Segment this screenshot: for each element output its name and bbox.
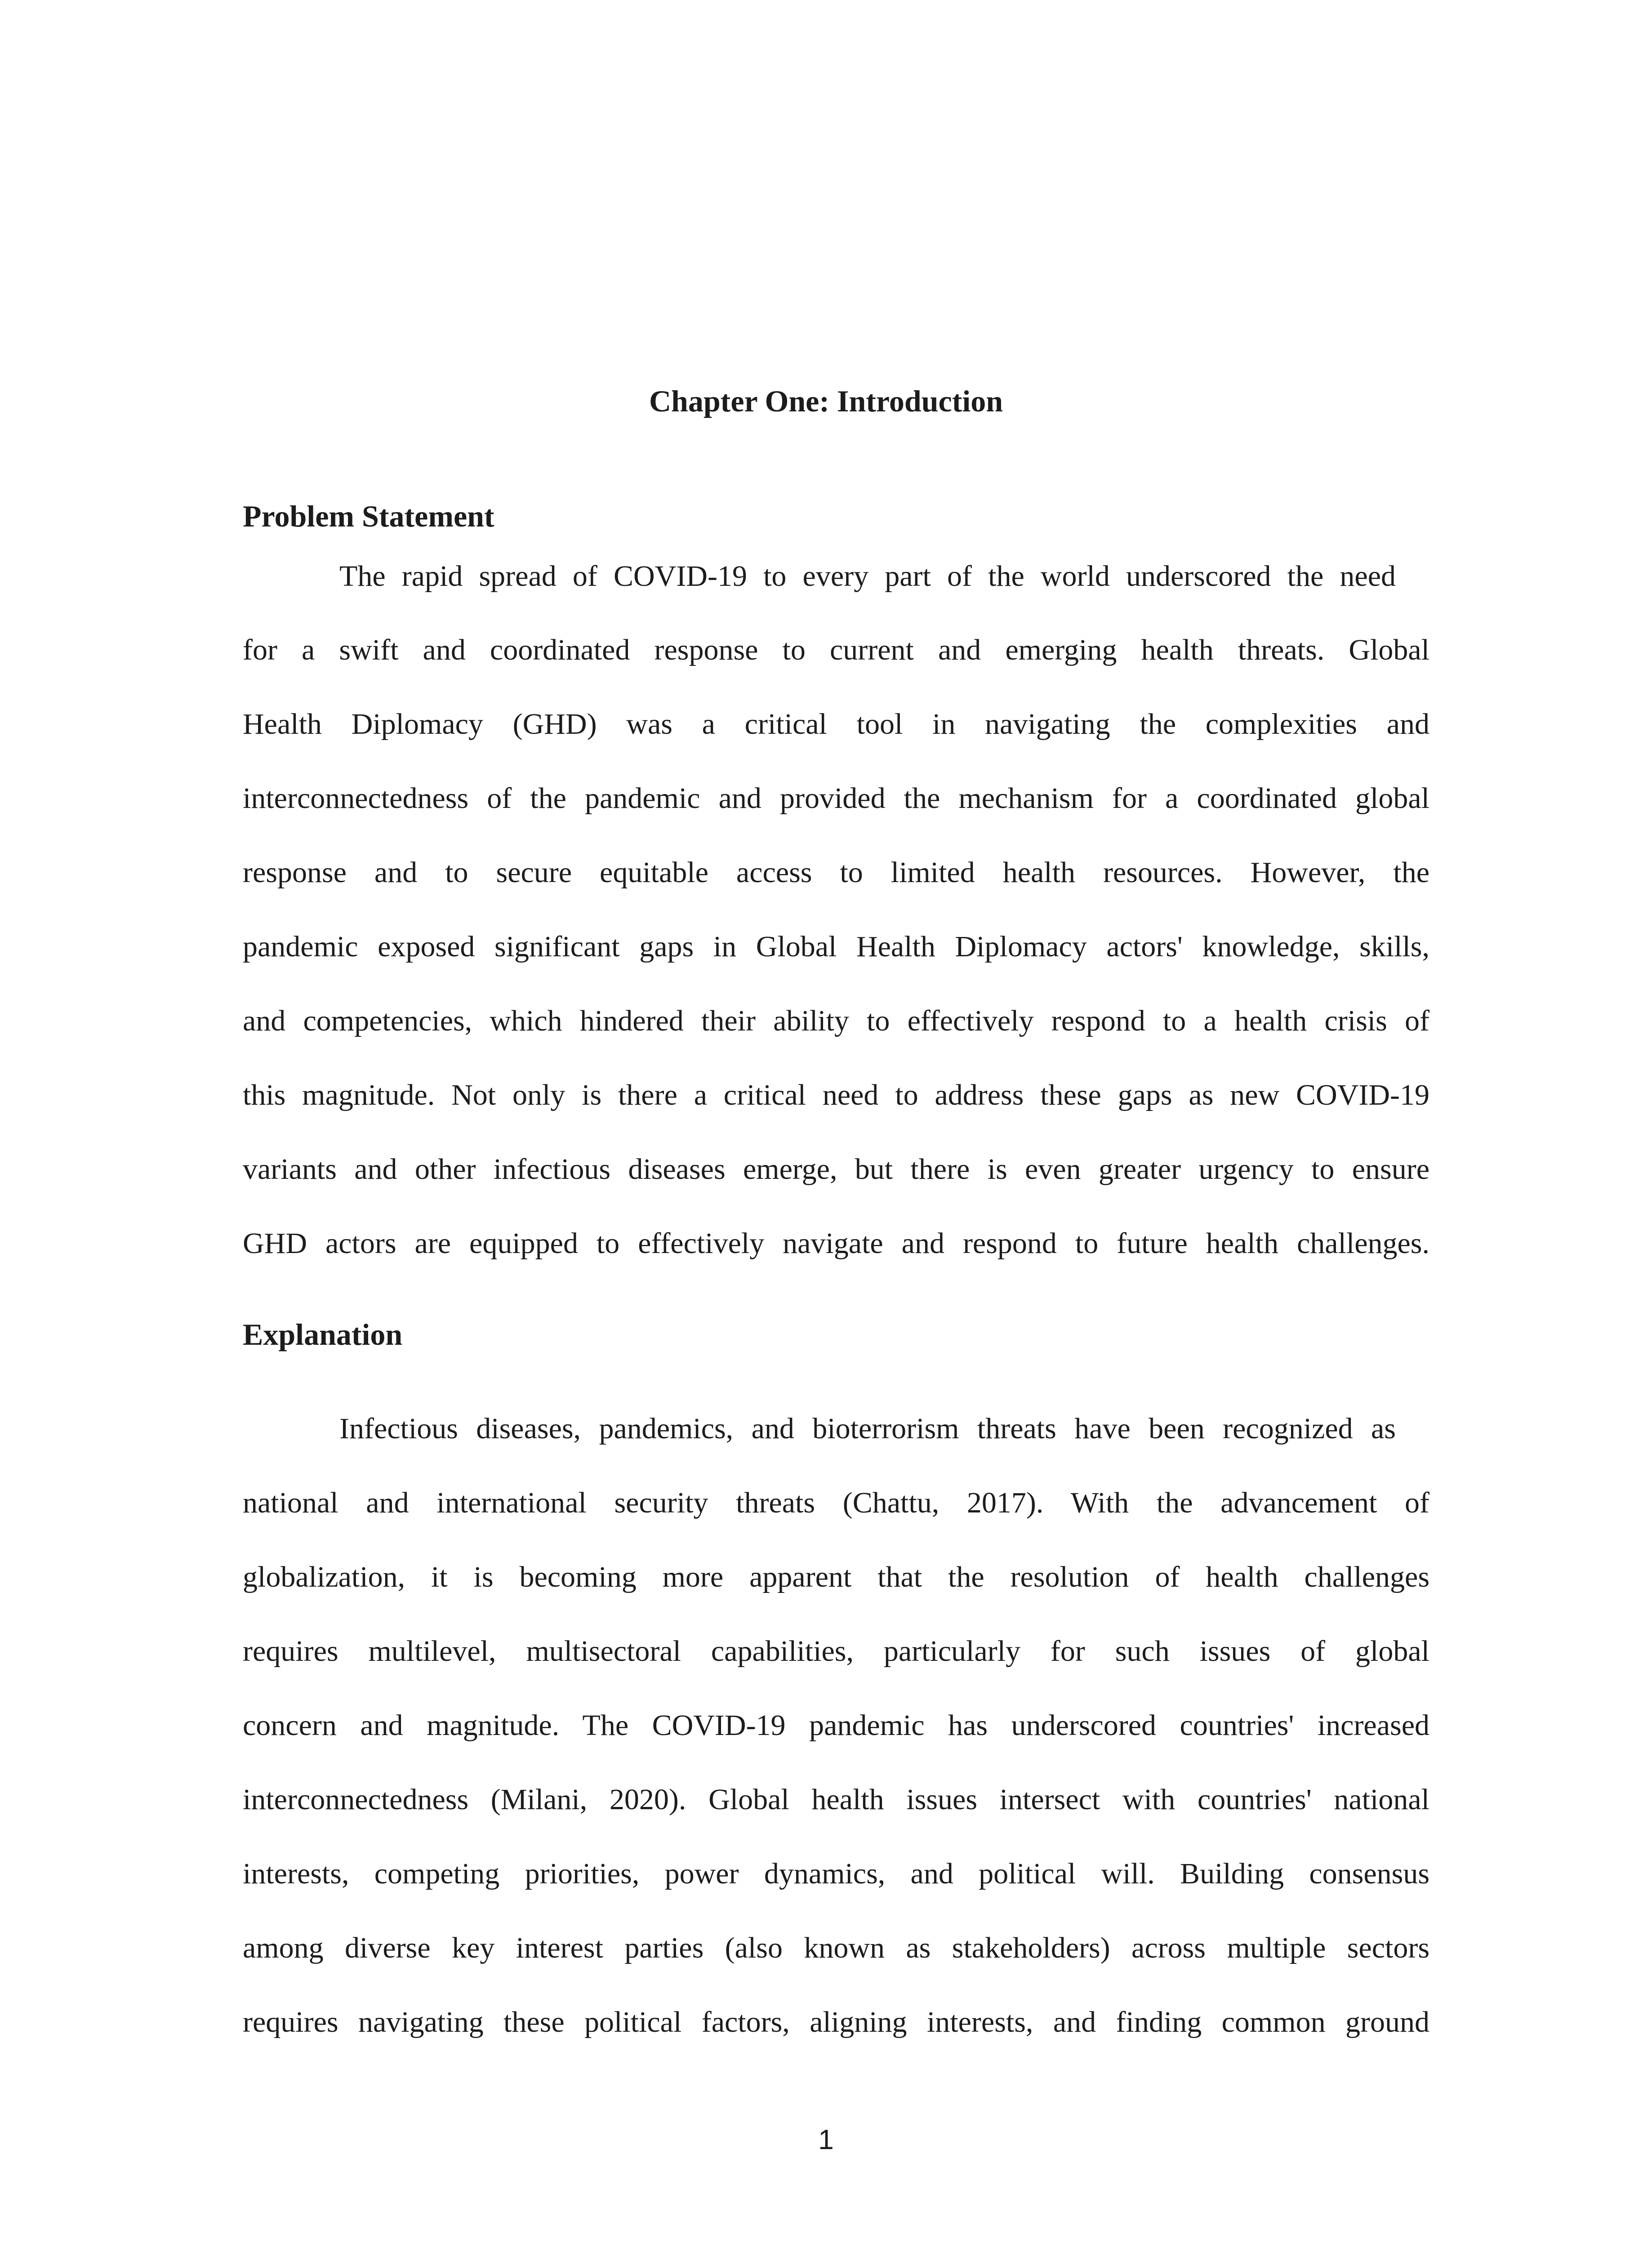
paragraph-line: variants and other infectious diseases emerge, but there is even greater urgency to ensure bbox=[243, 1153, 1429, 1186]
section-heading-explanation: Explanation bbox=[243, 1317, 403, 1351]
paragraph-line: this magnitude. Not only is there a critical need to address these gaps as new COVID-19 bbox=[243, 1079, 1429, 1111]
paragraph-line: interconnectedness of the pandemic and provided the mechanism for a coordinated global bbox=[243, 782, 1429, 815]
paragraph-line: for a swift and coordinated response to current and emerging health threats. Global bbox=[243, 633, 1429, 666]
paragraph-line: response and to secure equitable access to limited health resources. However, the bbox=[243, 856, 1429, 889]
page-number: 1 bbox=[818, 2124, 834, 2155]
paragraph-line: national and international security threats (Chattu, 2017). With the advancement of bbox=[243, 1486, 1429, 1519]
paragraph-line: concern and magnitude. The COVID-19 pandemic has underscored countries' increased bbox=[243, 1709, 1429, 1742]
paragraph-line: and competencies, which hindered their ability to effectively respond to a health crisis of bbox=[243, 1004, 1429, 1037]
paragraph-line: globalization, it is becoming more apparent that the resolution of health challenges bbox=[243, 1561, 1429, 1593]
paragraph-line: among diverse key interest parties (also known as stakeholders) across multiple sectors bbox=[243, 1931, 1429, 1964]
paragraph-line: interests, competing priorities, power dynamics, and political will. Building consensus bbox=[243, 1857, 1429, 1890]
paragraph-line: pandemic exposed significant gaps in Global Health Diplomacy actors' knowledge, skills, bbox=[243, 930, 1429, 963]
paragraph-line: The rapid spread of COVID-19 to every part of the world underscored the need bbox=[339, 560, 1396, 593]
section-heading-problem-statement: Problem Statement bbox=[243, 499, 494, 533]
paragraph-line: GHD actors are equipped to effectively navigate and respond to future health challenges. bbox=[243, 1227, 1429, 1260]
paragraph-line: Infectious diseases, pandemics, and bioterrorism threats have been recognized as bbox=[339, 1412, 1396, 1445]
paragraph-line: requires navigating these political factors, aligning interests, and finding common ground bbox=[243, 2006, 1429, 2038]
paragraph-line: requires multilevel, multisectoral capabilities, particularly for such issues of global bbox=[243, 1635, 1429, 1668]
paragraph-line: Health Diplomacy (GHD) was a critical tool in navigating the complexities and bbox=[243, 708, 1429, 740]
chapter-title: Chapter One: Introduction bbox=[649, 384, 1003, 418]
paragraph-line: interconnectedness (Milani, 2020). Global health issues intersect with countries' national bbox=[243, 1783, 1429, 1816]
